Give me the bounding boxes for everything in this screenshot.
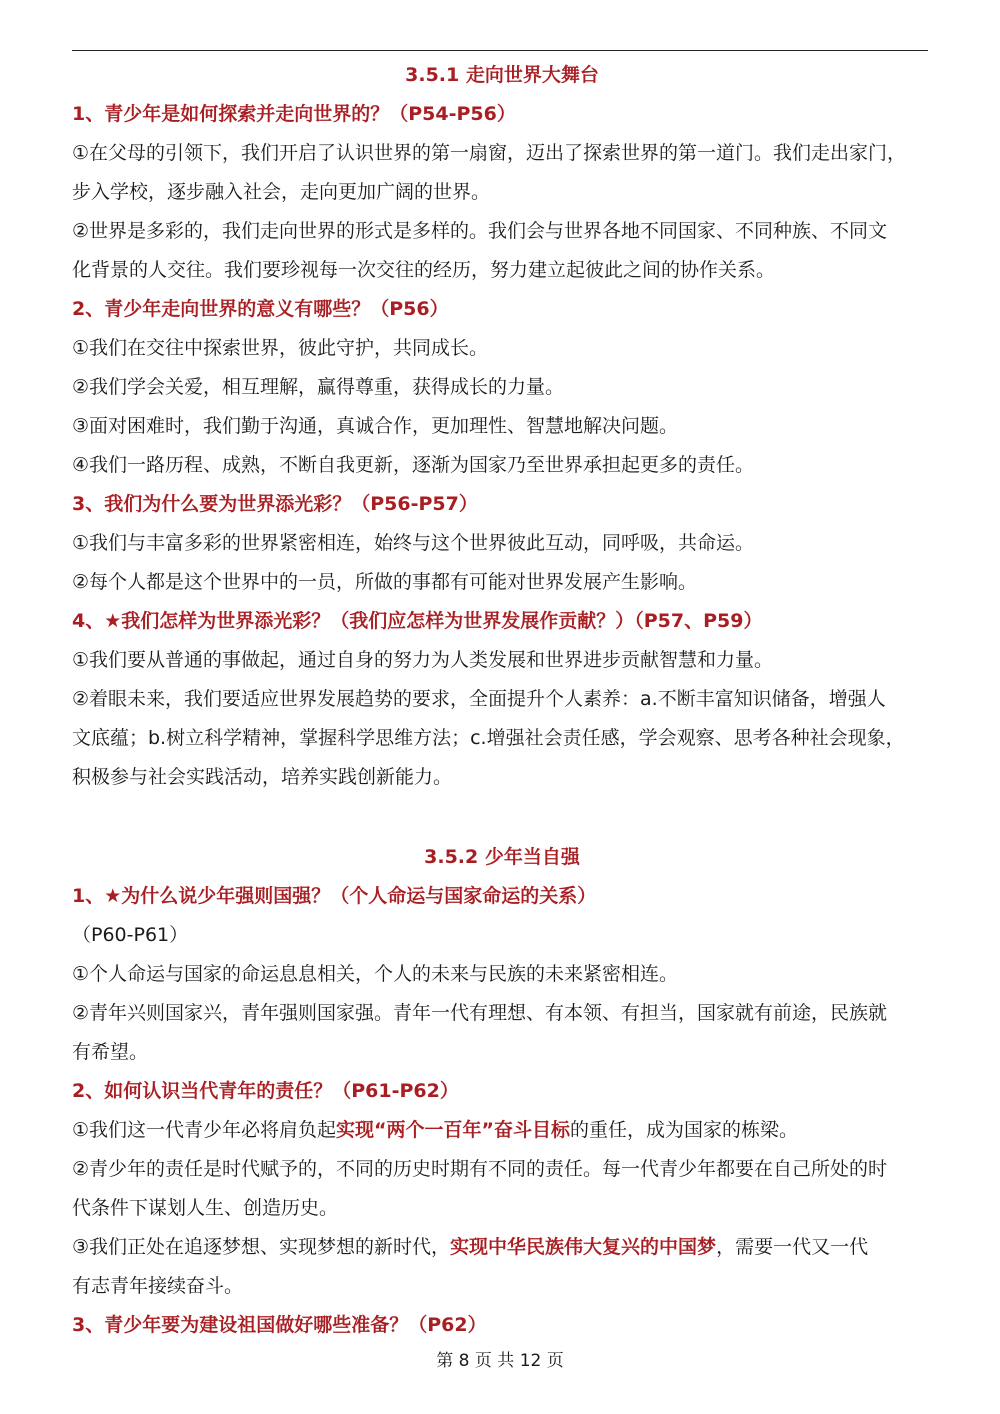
- section-1-q4-heading: 4、★我们怎样为世界添光彩？（我们应怎样为世界发展作贡献？）（P57、P59）: [72, 610, 763, 632]
- header-rule: [72, 50, 928, 51]
- section-1-q2-heading: 2、青少年走向世界的意义有哪些？（P56）: [72, 298, 449, 320]
- paragraph-line: [72, 1228, 932, 1267]
- section-2-q2-heading: 2、如何认识当代青年的责任？（P61-P62）: [72, 1080, 459, 1102]
- paragraph-line: 有希望。: [72, 1041, 149, 1063]
- paragraph-line: ①个人命运与国家的命运息息相关，个人的未来与民族的未来紧密相连。: [72, 963, 679, 985]
- paragraph-line: 有志青年接续奋斗。: [72, 1275, 244, 1297]
- section-1-q1-heading: 1、青少年是如何探索并走向世界的？（P54-P56）: [72, 103, 516, 125]
- paragraph-line: [72, 1111, 932, 1150]
- highlight-text: 实现中华民族伟大复兴的中国梦: [450, 1236, 717, 1258]
- paragraph-line: ②青年兴则国家兴，青年强则国家强。青年一代有理想、有本领、有担当，国家就有前途，民族就: [72, 1002, 888, 1024]
- paragraph-line: ④我们一路历程、成熟，不断自我更新，逐渐为国家乃至世界承担起更多的责任。: [72, 454, 755, 476]
- text-run: 的重任，成为国家的栋梁。: [570, 1119, 799, 1141]
- highlight-text: 实现“两个一百年”奋斗目标: [336, 1119, 571, 1141]
- text-run: ①我们这一代青少年必将肩负起: [72, 1119, 337, 1141]
- paragraph-line: ②着眼未来，我们要适应世界发展趋势的要求，全面提升个人素养：a.不断丰富知识储备，增强人: [72, 688, 886, 710]
- page-reference: （P60-P61）: [72, 924, 189, 946]
- section-2-q3-heading: 3、青少年要为建设祖国做好哪些准备？（P62）: [72, 1314, 487, 1336]
- section-gap: [72, 797, 932, 838]
- paragraph-line: ①我们与丰富多彩的世界紧密相连，始终与这个世界彼此互动，同呼吸，共命运。: [72, 532, 755, 554]
- paragraph-line: 化背景的人交往。我们要珍视每一次交往的经历，努力建立起彼此之间的协作关系。: [72, 259, 776, 281]
- paragraph-line: ③面对困难时，我们勤于沟通，真诚合作，更加理性、智慧地解决问题。: [72, 415, 679, 437]
- text-run: ，需要一代又一代: [716, 1236, 869, 1258]
- document-body: [72, 56, 932, 1345]
- paragraph-line: 文底蕴；b.树立科学精神，掌握科学思维方法；c.增强社会责任感，学会观察、思考各种社会现象，: [72, 727, 905, 749]
- section-2-title: 3.5.2 少年当自强: [424, 846, 580, 868]
- paragraph-line: ②我们学会关爱，相互理解，赢得尊重，获得成长的力量。: [72, 376, 565, 398]
- section-1-q3-heading: 3、我们为什么要为世界添光彩？（P56-P57）: [72, 493, 478, 515]
- section-1-title: 3.5.1 走向世界大舞台: [405, 64, 599, 86]
- paragraph-line: ①在父母的引领下，我们开启了认识世界的第一扇窗，迈出了探索世界的第一道门。我们走出家门，: [72, 142, 907, 164]
- paragraph-line: ②青少年的责任是时代赋予的，不同的历史时期有不同的责任。每一代青少年都要在自己所处的时: [72, 1158, 888, 1180]
- paragraph-line: ②世界是多彩的，我们走向世界的形式是多样的。我们会与世界各地不同国家、不同种族、不同文: [72, 220, 888, 242]
- text-run: ③我们正处在追逐梦想、实现梦想的新时代，: [72, 1236, 451, 1258]
- page-footer: 第 8 页 共 12 页: [436, 1351, 564, 1371]
- paragraph-line: 步入学校，逐步融入社会，走向更加广阔的世界。: [72, 181, 491, 203]
- paragraph-line: ①我们要从普通的事做起，通过自身的努力为人类发展和世界进步贡献智慧和力量。: [72, 649, 774, 671]
- paragraph-line: ①我们在交往中探索世界，彼此守护，共同成长。: [72, 337, 489, 359]
- paragraph-line: 代条件下谋划人生、创造历史。: [72, 1197, 339, 1219]
- paragraph-line: 积极参与社会实践活动，培养实践创新能力。: [72, 766, 453, 788]
- paragraph-line: ②每个人都是这个世界中的一员，所做的事都有可能对世界发展产生影响。: [72, 571, 698, 593]
- section-2-q1-heading: 1、★为什么说少年强则国强？（个人命运与国家命运的关系）: [72, 885, 597, 907]
